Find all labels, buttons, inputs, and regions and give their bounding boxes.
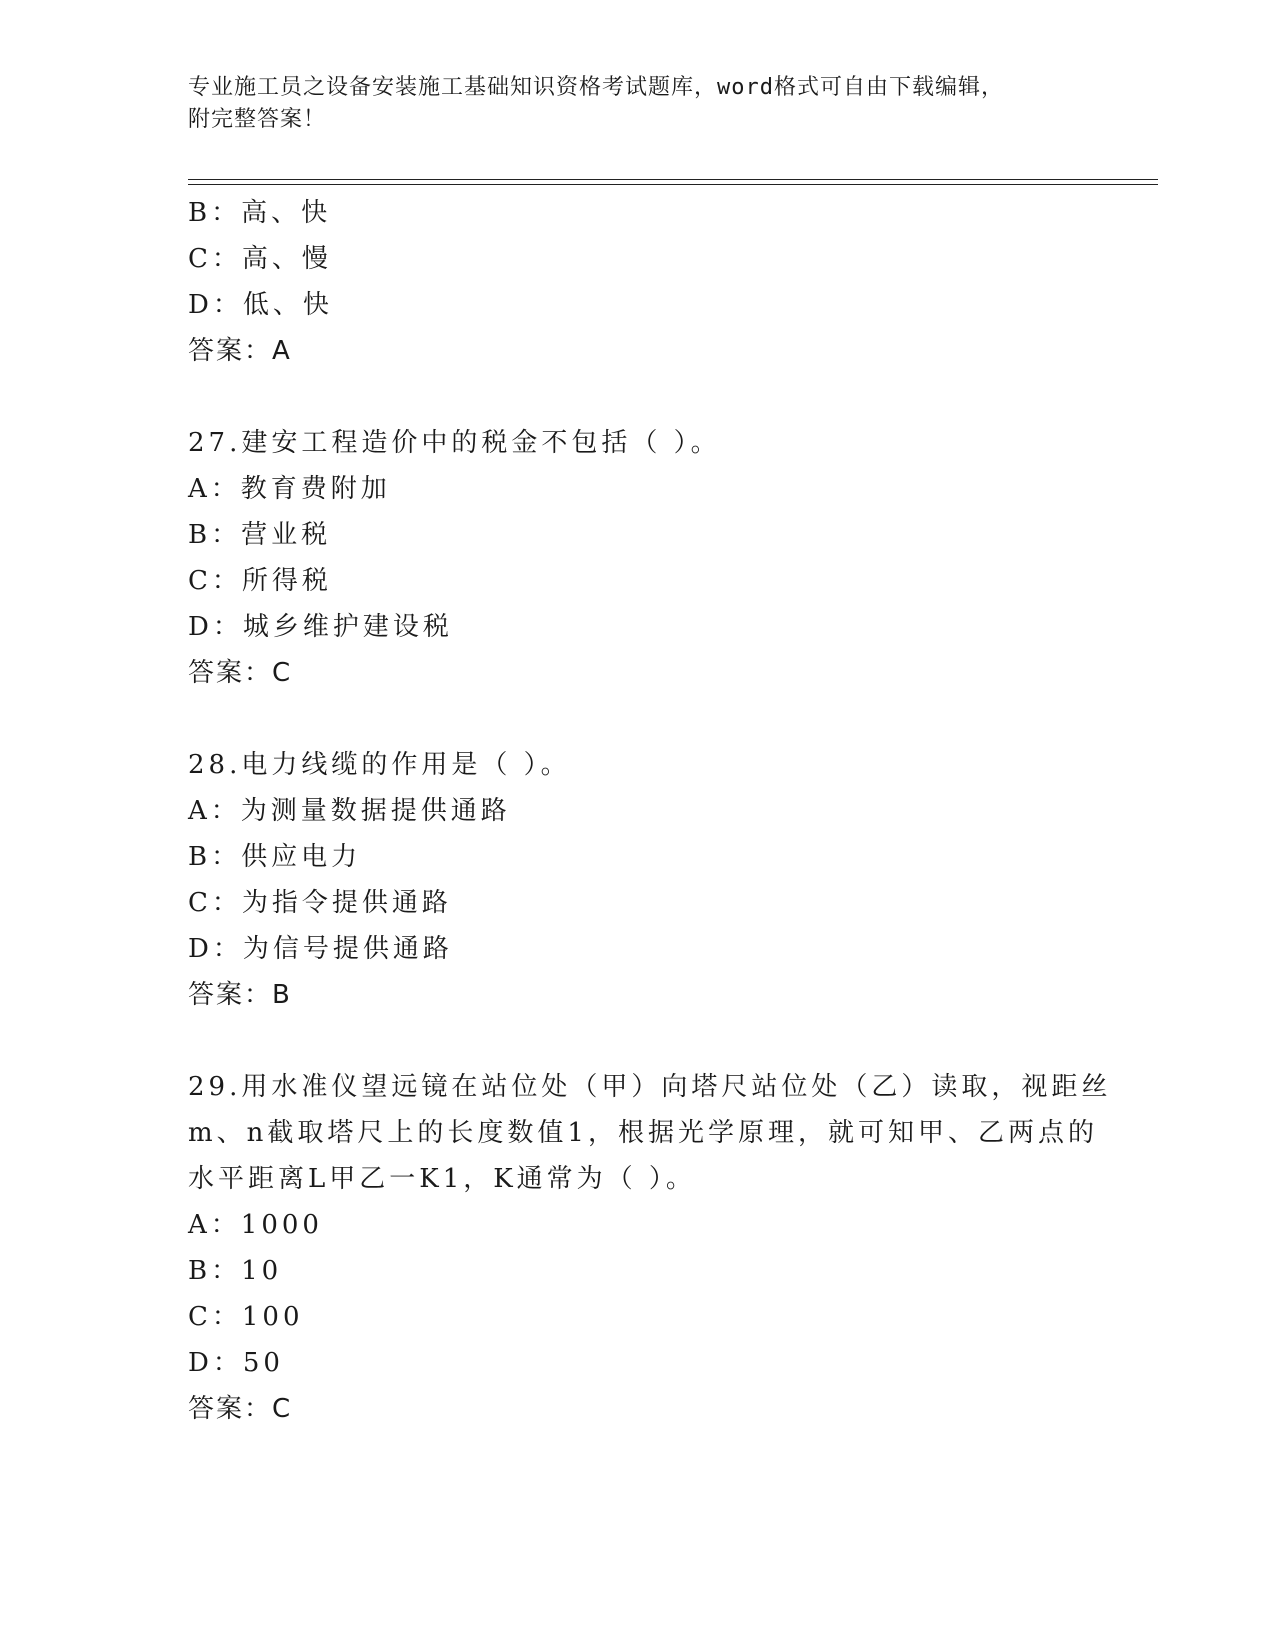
- prev-question: [188, 190, 1088, 374]
- answer: 答案：C: [188, 1394, 293, 1424]
- question-list: [188, 190, 1112, 1432]
- header-rule-bottom: [188, 184, 1158, 185]
- spacer: [188, 374, 1088, 420]
- answer: 答案：C: [188, 658, 293, 688]
- option-d: D：为信号提供通路: [188, 934, 453, 964]
- option-a: A：为测量数据提供通路: [188, 796, 511, 826]
- question-27: [188, 420, 1088, 696]
- spacer: [188, 696, 1088, 742]
- option-b: B：10: [188, 1256, 283, 1286]
- document-header: [188, 72, 1088, 136]
- option-d: D：50: [188, 1348, 284, 1378]
- answer: 答案：A: [188, 336, 292, 366]
- answer: 答案：B: [188, 980, 292, 1010]
- option-c: C：100: [188, 1302, 304, 1332]
- option-d: D：城乡维护建设税: [188, 612, 453, 642]
- option-d: D：低、快: [188, 290, 333, 320]
- question-stem-line-1: 29.用水准仪望远镜在站位处（甲）向塔尺站位处（乙）读取，视距丝: [188, 1072, 1112, 1102]
- option-a: A：1000: [188, 1210, 323, 1240]
- question-28: [188, 742, 1088, 1018]
- question-stem-line-2: m、n截取塔尺上的长度数值1，根据光学原理，就可知甲、乙两点的: [188, 1118, 1098, 1148]
- option-b: B：高、快: [188, 198, 332, 228]
- option-c: C：高、慢: [188, 244, 332, 274]
- option-c: C：所得税: [188, 566, 332, 596]
- question-stem: 28.电力线缆的作用是（ ）。: [188, 750, 571, 780]
- option-c: C：为指令提供通路: [188, 888, 452, 918]
- question-stem: 27.建安工程造价中的税金不包括（ ）。: [188, 428, 721, 458]
- header-line-2: 附完整答案！: [188, 107, 327, 132]
- option-a: A：教育费附加: [188, 474, 391, 504]
- header-line-1: 专业施工员之设备安装施工基础知识资格考试题库，word格式可自由下载编辑，: [188, 75, 1004, 100]
- option-b: B：营业税: [188, 520, 332, 550]
- option-b: B：供应电力: [188, 842, 362, 872]
- question-stem-line-3: 水平距离L甲乙一K1，K通常为（ ）。: [188, 1164, 696, 1194]
- spacer: [188, 1018, 1088, 1064]
- header-rule-top: [188, 179, 1158, 180]
- question-29: [188, 1064, 1112, 1432]
